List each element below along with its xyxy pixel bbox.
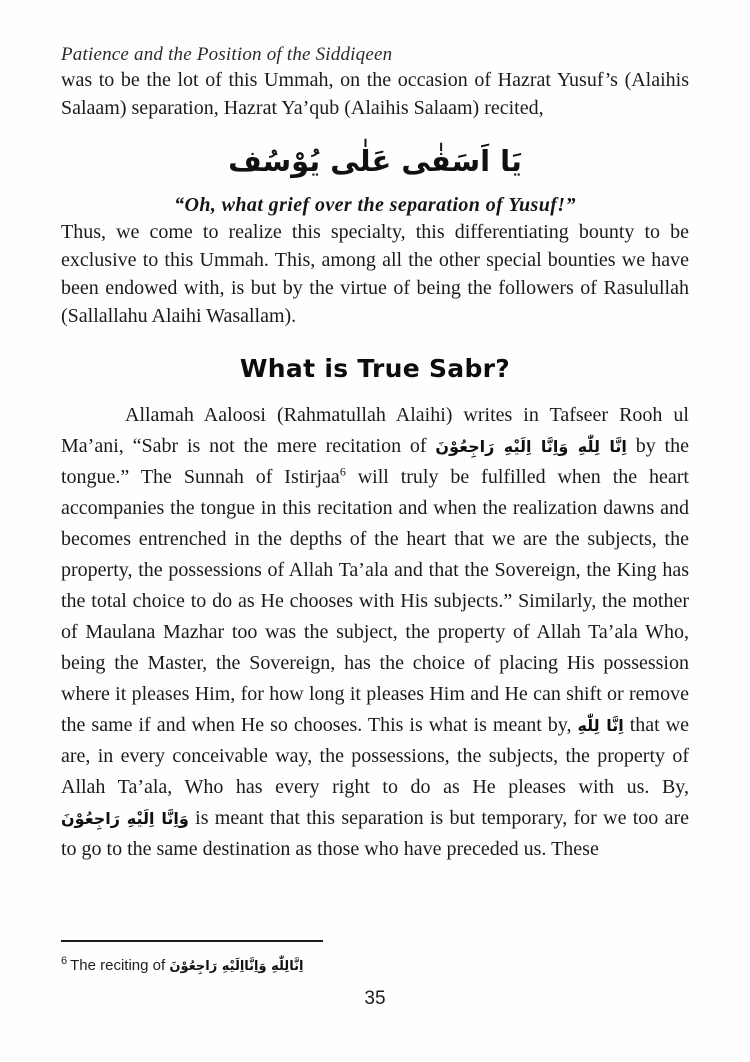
arabic-inline-istirja-full: اِنَّا لِلّٰهِ وَاِنَّا اِلَيْهِ رَاجِعُوْنَ [435, 437, 627, 456]
paragraph-sabr [61, 400, 689, 865]
verse-translation: “Oh, what grief over the separation of Yusuf!” [174, 194, 576, 216]
running-header: Patience and the Position of the Siddiqeen [61, 44, 393, 65]
footnote-reference: 6 [339, 464, 346, 479]
footnote [61, 951, 689, 977]
arabic-verse: يَا اَسَفٰى عَلٰى يُوْسُف [228, 144, 522, 178]
sabr-text-5: is meant that this separation is but temporary, for we too are to go to the same destination as those who have preceded us. These [61, 807, 689, 860]
sabr-text-2: by the tongue.” The Sunnah of Istirjaa [61, 435, 689, 488]
page-number: 35 [364, 988, 386, 1009]
paragraph-intro: was to be the lot of this Ummah, on the occasion of Hazrat Yusuf’s (Alaihis Salaam) separation, Hazrat Ya’qub (Alaihis Salaam) recited, [61, 69, 689, 119]
sabr-text-4: that we are, in every conceivable way, the possessions, the subjects, the property of Allah Ta’ala, Who has every right to do as He pleases with us. By, [61, 714, 690, 798]
footnote-marker: 6 [61, 955, 68, 967]
section-heading: What is True Sabr? [239, 354, 511, 383]
paragraph-bounty: Thus, we come to realize this specialty, this differentiating bounty to be exclusive to this Ummah. This, among all the other special bounties we have been endowed with, is but by the virtue of being the followers of Rasulullah (Sallallahu Alaihi Wasallam). [61, 221, 689, 327]
footnote-area [61, 940, 689, 977]
footnote-divider [61, 940, 323, 942]
arabic-inline-wa-inna-ilayhi: وَاِنَّا اِلَيْهِ رَاجِعُوْنَ [61, 809, 189, 828]
sabr-text-3: will truly be fulfilled when the heart accompanies the tongue in this recitation and when the realization dawns and becomes entrenched in the depths of the heart that we are the subjects, the property, the possessions of Allah Ta’ala and that the Sovereign, the King has the total choice to do as He chooses with His subjects.” Similarly, the mother of Maulana Mazhar too was the subject, the property of Allah Ta’ala Who, being the Master, the Sovereign, has the choice of placing His possession where it pleases Him, for how long it pleases Him and He can shift or remove the same if and when He so chooses. This is what is meant by, [61, 466, 689, 736]
footnote-text: The reciting of [70, 957, 170, 974]
arabic-inline-inna-lillah: اِنَّا لِلّٰهِ [577, 716, 624, 735]
footnote-arabic: اِنَّالِلّٰهِ وَاِنَّااِلَيْهِ رَاجِعُوْنَ [169, 959, 304, 974]
sabr-text-1: Allamah Aaloosi (Rahmatullah Alaihi) writes in Tafseer Rooh ul Ma’ani, “Sabr is not the mere recitation of [61, 404, 689, 457]
